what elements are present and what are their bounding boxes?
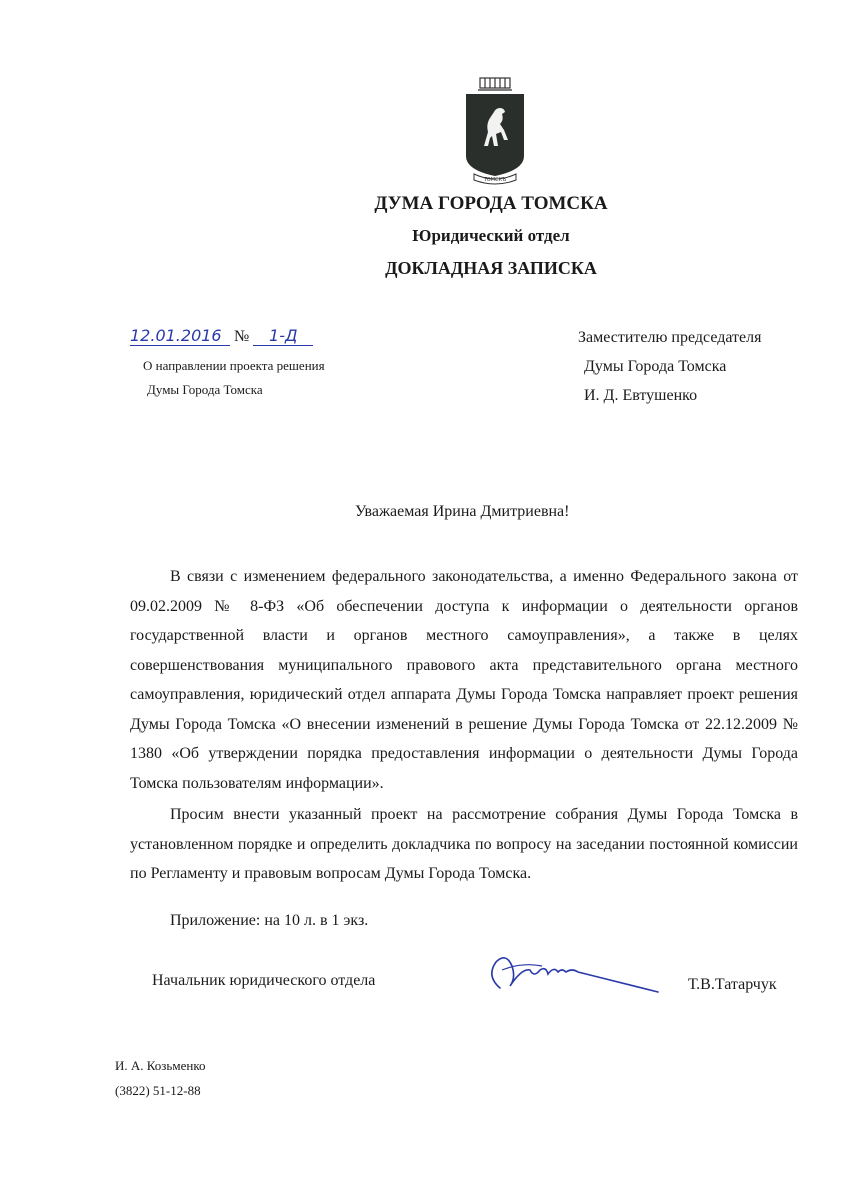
handwritten-signature — [482, 948, 662, 996]
registration-line — [130, 326, 313, 346]
city-coat-of-arms — [460, 74, 530, 188]
body-paragraph-1: В связи с изменением федерального законодательства, а именно Федерального закона от 09.02.2009 № 8-ФЗ «Об обеспечении доступа к информации о деятельности органов государственной власти и органов местного самоуправления», а также в целях совершенствования муниципального правового акта представительного органа местного самоуправления, юридический отдел аппарата Думы Города Томска направляет проект решения Думы Города Томска «О внесении изменений в решение Думы Города Томска от 22.12.2009 № 1380 «Об утверждении порядка предоставления информации о деятельности Думы Города Томска пользователям информации». — [130, 568, 798, 792]
greeting: Уважаемая Ирина Дмитриевна! — [355, 503, 570, 520]
addressee-line-2: Думы Города Томска — [584, 358, 727, 375]
body-paragraph-2: Просим внести указанный проект на рассмотрение собрания Думы Города Томска в установленном порядке и определить докладчика по вопросу на заседании постоянной комиссии по Регламенту и правовым вопросам Думы Города Томска. — [130, 806, 798, 882]
signer-name: Т.В.Татарчук — [688, 976, 777, 993]
letter-body — [130, 562, 798, 889]
document-type-title: ДОКЛАДНАЯ ЗАПИСКА — [385, 258, 597, 278]
registration-date: 12.01.2016 — [130, 326, 230, 346]
addressee-line-1: Заместителю председателя — [578, 329, 762, 346]
number-sign: № — [234, 328, 250, 345]
subject-line-1: О направлении проекта решения — [143, 358, 325, 373]
subject-line-2: Думы Города Томска — [147, 382, 263, 397]
department-title: Юридический отдел — [412, 226, 570, 245]
attachment-note: Приложение: на 10 л. в 1 экз. — [170, 912, 369, 929]
organization-title: ДУМА ГОРОДА ТОМСКА — [374, 193, 608, 214]
signer-position: Начальник юридического отдела — [152, 972, 376, 989]
executor-name: И. А. Козьменко — [115, 1058, 206, 1073]
addressee-line-3: И. Д. Евтушенко — [584, 387, 698, 404]
emblem-motto: ТОМСКЪ — [483, 177, 507, 183]
registration-number: 1-Д — [253, 326, 313, 346]
executor-phone: (3822) 51-12-88 — [115, 1083, 201, 1098]
